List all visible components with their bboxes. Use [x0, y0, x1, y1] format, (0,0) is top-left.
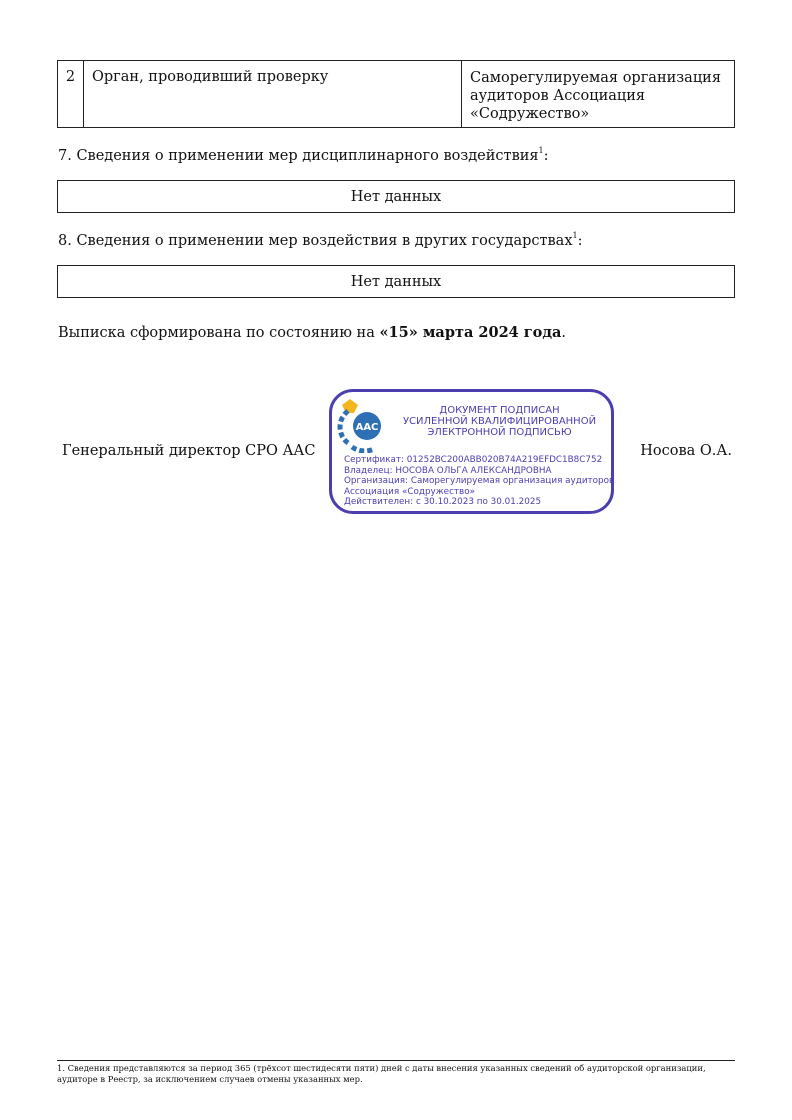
stamp-organization-cont: Ассоциация «Содружество»	[344, 486, 475, 497]
row-value-line: «Содружество»	[470, 106, 590, 122]
electronic-signature-stamp	[329, 389, 614, 514]
stamp-validity: Действителен: с 30.10.2023 по 30.01.2025	[344, 497, 542, 507]
stamp-heading-line: ДОКУМЕНТ ПОДПИСАН	[439, 405, 560, 416]
section-8-title	[58, 231, 583, 249]
row-number: 2	[58, 61, 84, 127]
statement-prefix: Выписка сформирована по состоянию на	[58, 325, 380, 341]
info-table-row	[57, 60, 735, 128]
signer-name: Носова О.А.	[640, 443, 732, 459]
section-7-colon: :	[543, 148, 549, 164]
stamp-heading-line: ЭЛЕКТРОННОЙ ПОДПИСЬЮ	[427, 427, 572, 438]
stamp-organization: Организация: Саморегулируемая организация аудиторов	[344, 476, 615, 486]
statement-date: «15» марта 2024 года	[379, 324, 562, 341]
aas-logo-icon	[334, 395, 390, 453]
row-value	[462, 61, 734, 127]
footnote-ref[interactable]: 1	[538, 146, 544, 155]
stamp-owner: Владелец: НОСОВА ОЛЬГА АЛЕКСАНДРОВНА	[344, 465, 552, 476]
statement-line	[58, 324, 566, 341]
row-label: Орган, проводивший проверку	[84, 61, 462, 127]
row-value-line: аудиторов Ассоциация	[470, 88, 646, 104]
stamp-heading-line: УСИЛЕННОЙ КВАЛИФИЦИРОВАННОЙ	[402, 416, 597, 427]
stamp-heading	[392, 405, 607, 438]
footnote-ref[interactable]: 1	[572, 231, 578, 240]
stamp-details	[344, 455, 614, 508]
section-8-no-data-box	[57, 265, 735, 298]
logo-text: ААС	[355, 422, 379, 433]
section-7-title	[58, 146, 549, 164]
stamp-certificate: Сертификат: 01252BC200ABB020B74A219EFDC1B8C752	[344, 455, 603, 465]
section-7-no-data-box	[57, 180, 735, 213]
section-7-title-text: 7. Сведения о применении мер дисциплинарного воздействия	[58, 148, 539, 164]
row-value-line: Саморегулируемая организация	[470, 70, 721, 86]
statement-suffix: .	[561, 325, 567, 341]
section-8-colon: :	[577, 233, 583, 249]
footnote-text: 1. Сведения представляются за период 365 (трёхсот шестидесяти пяти) дней с даты внесения указанных сведений об аудиторской организации, аудиторе в Реестр, за исключением случаев отмены указанных мер.	[57, 1063, 706, 1084]
section-8-title-text: 8. Сведения о применении мер воздействия в других государствах	[58, 233, 573, 249]
signer-position: Генеральный директор СРО ААС	[62, 443, 316, 459]
footnote-divider	[57, 1060, 735, 1061]
no-data-label: Нет данных	[350, 188, 442, 205]
no-data-label: Нет данных	[350, 273, 442, 290]
